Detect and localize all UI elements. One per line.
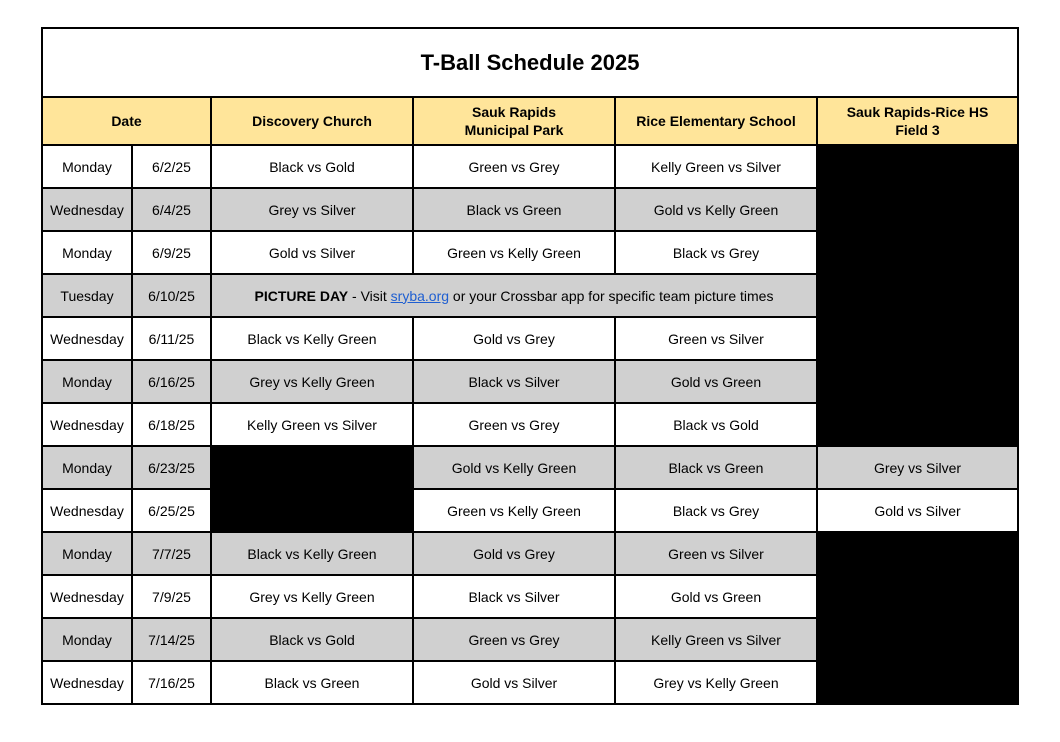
header-date: Date <box>42 97 211 145</box>
header-municipal-park-line1: Sauk Rapids <box>471 104 557 120</box>
header-hs-field3-line1: Sauk Rapids-Rice HS <box>846 104 989 120</box>
header-municipal-park <box>413 97 615 145</box>
header-row <box>42 97 1018 145</box>
game-cell: Gold vs Grey <box>413 532 615 575</box>
day-cell: Monday <box>42 446 132 489</box>
header-municipal-park-line2: Municipal Park <box>464 122 564 138</box>
day-cell: Monday <box>42 532 132 575</box>
date-cell: 6/23/25 <box>132 446 211 489</box>
game-cell: Black vs Silver <box>413 360 615 403</box>
date-cell: 6/18/25 <box>132 403 211 446</box>
game-cell: Black vs Green <box>413 188 615 231</box>
picture-day-text-pre: - Visit <box>348 287 391 304</box>
table-row <box>42 446 1018 489</box>
game-cell: Black vs Kelly Green <box>211 532 413 575</box>
date-cell: 6/4/25 <box>132 188 211 231</box>
game-cell: Black vs Gold <box>211 618 413 661</box>
picture-day-text-post: or your Crossbar app for specific team picture times <box>449 287 774 304</box>
date-cell: 7/9/25 <box>132 575 211 618</box>
game-cell: Gold vs Kelly Green <box>413 446 615 489</box>
game-cell: Black vs Gold <box>615 403 817 446</box>
table-row <box>42 145 1018 188</box>
header-rice-elementary: Rice Elementary School <box>615 97 817 145</box>
game-cell: Grey vs Silver <box>817 446 1018 489</box>
game-cell: Black vs Grey <box>615 231 817 274</box>
schedule-sheet <box>41 27 1017 705</box>
game-cell: Kelly Green vs Silver <box>615 618 817 661</box>
game-cell: Green vs Silver <box>615 532 817 575</box>
game-cell: Green vs Kelly Green <box>413 489 615 532</box>
day-cell: Monday <box>42 231 132 274</box>
date-cell: 6/11/25 <box>132 317 211 360</box>
date-cell: 6/2/25 <box>132 145 211 188</box>
game-cell: Grey vs Silver <box>211 188 413 231</box>
game-cell: Grey vs Kelly Green <box>615 661 817 704</box>
table-row <box>42 532 1018 575</box>
blackout-cell <box>211 446 413 532</box>
game-cell: Green vs Grey <box>413 145 615 188</box>
game-cell: Green vs Kelly Green <box>413 231 615 274</box>
game-cell: Grey vs Kelly Green <box>211 360 413 403</box>
game-cell: Black vs Green <box>211 661 413 704</box>
game-cell: Gold vs Silver <box>817 489 1018 532</box>
sryba-link[interactable]: sryba.org <box>390 287 450 304</box>
date-cell: 6/16/25 <box>132 360 211 403</box>
header-hs-field3-line2: Field 3 <box>895 122 940 138</box>
header-hs-field3 <box>817 97 1018 145</box>
day-cell: Wednesday <box>42 575 132 618</box>
game-cell: Green vs Silver <box>615 317 817 360</box>
game-cell: Black vs Kelly Green <box>211 317 413 360</box>
game-cell: Black vs Green <box>615 446 817 489</box>
day-cell: Wednesday <box>42 188 132 231</box>
game-cell: Green vs Grey <box>413 403 615 446</box>
date-cell: 7/14/25 <box>132 618 211 661</box>
game-cell: Gold vs Green <box>615 575 817 618</box>
blackout-cell <box>817 532 1018 704</box>
day-cell: Tuesday <box>42 274 132 317</box>
day-cell: Wednesday <box>42 489 132 532</box>
game-cell: Grey vs Kelly Green <box>211 575 413 618</box>
day-cell: Wednesday <box>42 661 132 704</box>
game-cell: Gold vs Green <box>615 360 817 403</box>
schedule-table <box>41 27 1019 705</box>
blackout-cell <box>817 145 1018 446</box>
page-title: T-Ball Schedule 2025 <box>42 28 1018 97</box>
day-cell: Wednesday <box>42 403 132 446</box>
date-cell: 6/9/25 <box>132 231 211 274</box>
game-cell: Kelly Green vs Silver <box>211 403 413 446</box>
game-cell: Gold vs Kelly Green <box>615 188 817 231</box>
day-cell: Monday <box>42 360 132 403</box>
game-cell: Gold vs Grey <box>413 317 615 360</box>
picture-day-cell <box>211 274 817 317</box>
day-cell: Monday <box>42 145 132 188</box>
day-cell: Wednesday <box>42 317 132 360</box>
picture-day-label: PICTURE DAY <box>254 287 349 304</box>
table-row <box>42 489 1018 532</box>
date-cell: 7/16/25 <box>132 661 211 704</box>
game-cell: Black vs Grey <box>615 489 817 532</box>
game-cell: Gold vs Silver <box>413 661 615 704</box>
game-cell: Green vs Grey <box>413 618 615 661</box>
date-cell: 6/10/25 <box>132 274 211 317</box>
date-cell: 6/25/25 <box>132 489 211 532</box>
game-cell: Black vs Gold <box>211 145 413 188</box>
game-cell: Kelly Green vs Silver <box>615 145 817 188</box>
day-cell: Monday <box>42 618 132 661</box>
game-cell: Gold vs Silver <box>211 231 413 274</box>
game-cell: Black vs Silver <box>413 575 615 618</box>
date-cell: 7/7/25 <box>132 532 211 575</box>
header-discovery-church: Discovery Church <box>211 97 413 145</box>
